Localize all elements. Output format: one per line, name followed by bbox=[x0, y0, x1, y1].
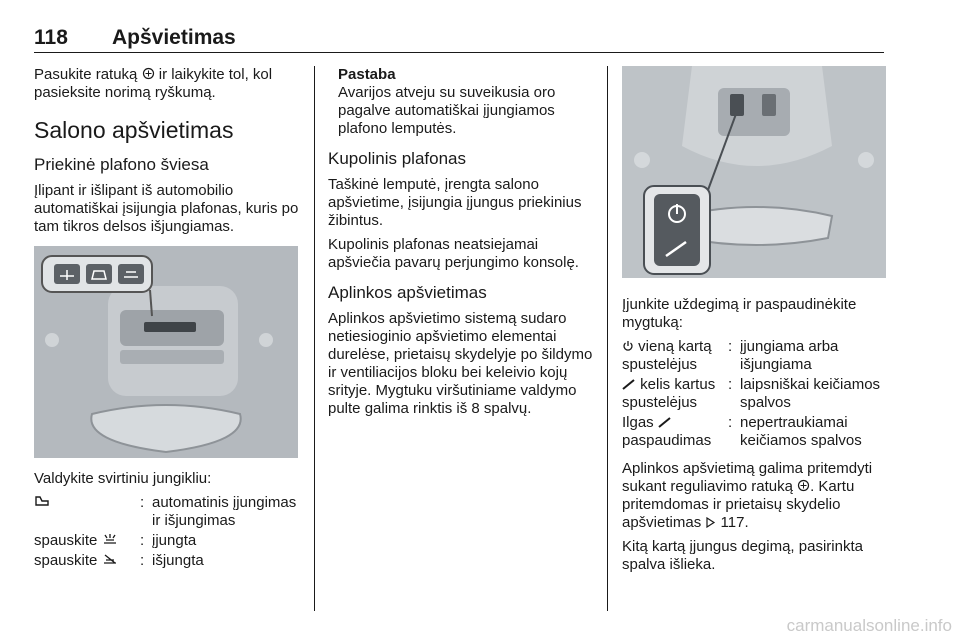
page-reference[interactable]: 117. bbox=[720, 514, 749, 531]
dome-paragraph-1: Taškinė lemputė, įrengta salono apšvietime, įsijungia įjungus priekinius žibintus. bbox=[328, 176, 582, 229]
switch-term-off: spauskite bbox=[34, 552, 140, 570]
page-header bbox=[34, 18, 884, 53]
column-3 bbox=[622, 66, 888, 580]
ambient-wand-icon bbox=[658, 416, 672, 428]
switch-term-auto bbox=[34, 494, 140, 530]
note-text: Avarijos atveju su suveikusia oro pagalve automatiškai įjungiamos plafono lemputės. bbox=[338, 84, 556, 137]
subheading-front-light: Priekinė plafono šviesa bbox=[34, 155, 209, 174]
ambient-wand-icon bbox=[622, 378, 636, 390]
note-title: Pastaba bbox=[338, 66, 396, 83]
last-paragraph: Kitą kartą įjungus degimą, pasirinkta spalva išlieka. bbox=[622, 538, 863, 573]
subheading-dome: Kupolinis plafonas bbox=[328, 149, 466, 168]
button-term-multiple: kelis kartus spustelėjus bbox=[622, 376, 716, 411]
dimming-paragraph: Aplinkos apšvietimą galima pritemdyti sukant reguliavimo ratuką . Kartu pritemdomas ir prietaisų skydelio apšvietimas 117. bbox=[622, 460, 873, 531]
ambient-button-illustration bbox=[622, 66, 886, 278]
switch-term-on: spauskite bbox=[34, 532, 140, 550]
button-definition-list: vieną kartą spustelėjus : įjungiama arba išjungiama kelis kartus spustelėjus : laipsniškai keičiamos spalvos Ilgas paspaudimas : nepertraukiamai keičiamos spalvos bbox=[622, 338, 888, 452]
overhead-console-illustration bbox=[34, 246, 298, 458]
ambient-paragraph: Aplinkos apšvietimo sistemą sudaro netiesioginio apšvietimo elementai durelėse, prietaisų skydelyje po šildymo ir ventiliacijos bloku bei keleivio kojų srityje. Mygtuku viršutiniame valdymo pulte galima rinktis iš 8 spalvų. bbox=[328, 310, 593, 417]
power-icon bbox=[622, 340, 634, 352]
dimmer-wheel-icon bbox=[797, 479, 810, 492]
section-heading-salon: Salono apšvietimas bbox=[34, 117, 234, 143]
button-value-single: įjungiama arba išjungiama bbox=[740, 338, 839, 373]
ignition-paragraph: Įjunkite uždegimą ir paspaudinėkite mygtuką: bbox=[622, 296, 857, 331]
switch-definition-list: : automatinis įjungimas ir išjungimas spauskite : įjungta spauskite : išjungta bbox=[34, 494, 300, 572]
watermark: carmanualsonline.info bbox=[786, 616, 952, 635]
lamp-on-icon bbox=[102, 533, 118, 545]
button-value-multiple: laipsniškai keičiamos spalvos bbox=[740, 376, 881, 411]
switch-value-on: įjungta bbox=[152, 532, 197, 549]
button-term-single: vieną kartą spustelėjus bbox=[622, 338, 712, 373]
chapter-title: Apšvietimas bbox=[112, 26, 236, 49]
column-2 bbox=[328, 66, 594, 424]
switch-value-off: išjungta bbox=[152, 552, 204, 569]
column-divider-2 bbox=[607, 66, 608, 611]
overhead-console-photo bbox=[34, 246, 298, 458]
switch-intro: Valdykite svirtiniu jungikliu: bbox=[34, 470, 212, 487]
dome-paragraph-2: Kupolinis plafonas neatsiejamai apšviečia pavarų perjungimo konsolę. bbox=[328, 236, 579, 271]
page-number: 118 bbox=[34, 26, 68, 49]
ambient-button-photo bbox=[622, 66, 886, 278]
button-term-long: Ilgas paspaudimas bbox=[622, 414, 712, 449]
lamp-off-icon bbox=[102, 553, 118, 565]
door-lamp-auto-icon bbox=[34, 495, 50, 507]
column-divider-1 bbox=[314, 66, 315, 611]
intro-paragraph: Pasukite ratuką ir laikykite tol, kol pasieksite norimą ryškumą. bbox=[34, 66, 273, 101]
subheading-ambient: Aplinkos apšvietimas bbox=[328, 283, 487, 302]
dimmer-wheel-icon bbox=[142, 67, 155, 80]
switch-value-auto: automatinis įjungimas ir išjungimas bbox=[152, 494, 297, 529]
front-light-paragraph: Įlipant ir išlipant iš automobilio automatiškai įsijungia plafonas, kuris po tam tikros delsos išjungiamas. bbox=[34, 182, 299, 235]
column-1 bbox=[34, 66, 300, 580]
button-value-long: nepertraukiamai keičiamos spalvos bbox=[740, 414, 862, 449]
page-ref-arrow-icon[interactable] bbox=[705, 517, 716, 528]
note-box bbox=[328, 66, 594, 138]
